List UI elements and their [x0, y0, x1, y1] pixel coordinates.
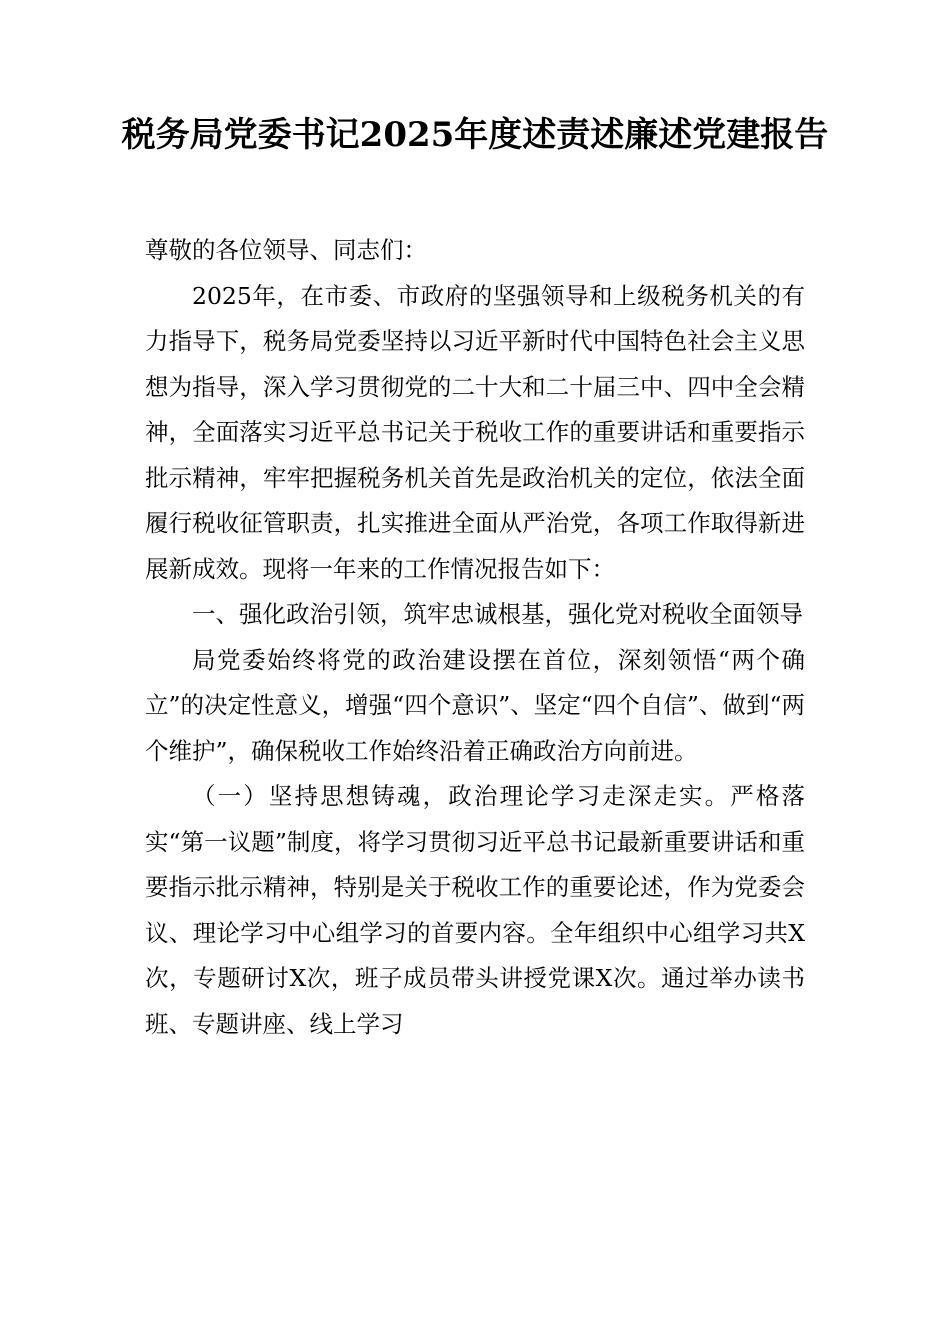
document-body: [145, 228, 805, 1047]
subsection-1-paragraph: （一）坚持思想铸魂，政治理论学习走深走实。严格落实“第一议题”制度，将学习贯彻习近平总书记最新重要讲话和重要指示批示精神，特别是关于税收工作的重要论述，作为党委会议、理论学习中心组学习的首要内容。全年组织中心组学习共X次，专题研讨X次，班子成员带头讲授党课X次。通过举办读书班、专题讲座、线上学习: [145, 782, 805, 1038]
document-title: 税务局党委书记2025年度述责述廉述党建报告: [121, 115, 829, 155]
section-1-paragraph: 局党委始终将党的政治建设摆在首位，深刻领悟“两个确立”的决定性意义，增强“四个意识”、坚定“四个自信”、做到“两个维护”，确保税收工作始终沿着正确政治方向前进。: [145, 645, 805, 765]
greeting: 尊敬的各位领导、同志们：: [145, 236, 427, 264]
intro-paragraph: 2025年，在市委、市政府的坚强领导和上级税务机关的有力指导下，税务局党委坚持以习近平新时代中国特色社会主义思想为指导，深入学习贯彻党的二十大和二十届三中、四中全会精神，全面落实习近平总书记关于税收工作的重要讲话和重要指示批示精神，牢牢把握税务机关首先是政治机关的定位，依法全面履行税收征管职责，扎实推进全面从严治党，各项工作取得新进展新成效。现将一年来的工作情况报告如下：: [145, 281, 805, 583]
section-heading-1: 一、强化政治引领，筑牢忠诚根基，强化党对税收全面领导: [192, 600, 803, 628]
